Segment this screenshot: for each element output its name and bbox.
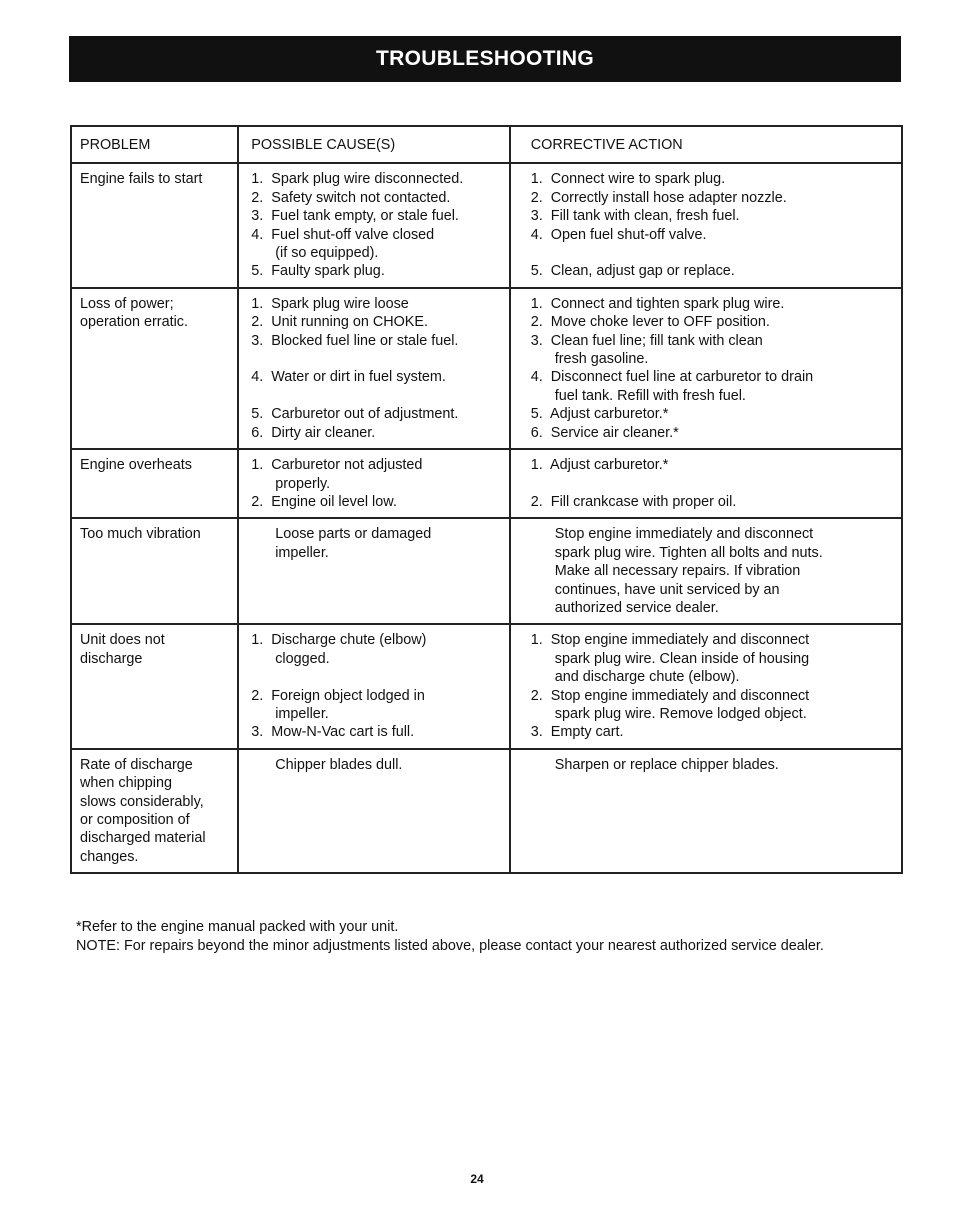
table-row	[71, 624, 902, 748]
service-note: NOTE: For repairs beyond the minor adjustments listed above, please contact your nearest authorized service dealer.	[76, 938, 824, 954]
action-cell: 1. Stop engine immediately and disconnect spark plug wire. Clean inside of housing and discharge chute (elbow). 2. Stop engine immediately and disconnect spark plug wire. Remove lodged object. 3. Empty cart.	[530, 632, 810, 741]
page-number: 24	[470, 1172, 484, 1186]
problem-cell: Engine overheats	[80, 457, 193, 474]
action-cell: 1. Connect and tighten spark plug wire. 2. Move choke lever to OFF position. 3. Clean fuel line; fill tank with clean fresh gasoline. 4. Disconnect fuel line at carburetor to drain fuel tank. Refill with fresh fuel. 5. Adjust carburetor.* 6. Service air cleaner.*	[530, 295, 814, 441]
cause-cell: Loose parts or damaged impeller.	[275, 526, 432, 561]
footnote: *Refer to the engine manual packed with your unit.	[76, 919, 399, 935]
table-row	[71, 518, 902, 624]
action-cell: Stop engine immediately and disconnect spark plug wire. Tighten all bolts and nuts. Make all necessary repairs. If vibration continues, have unit serviced by an authorized service dealer.	[554, 526, 823, 616]
cause-cell: Chipper blades dull.	[251, 756, 403, 773]
header-problem: PROBLEM	[71, 126, 238, 163]
problem-cell: Unit does not discharge	[80, 632, 165, 667]
header-cause: POSSIBLE CAUSE(S)	[238, 126, 510, 163]
cause-cell: 1. Carburetor not adjusted properly. 2. Engine oil level low.	[251, 457, 423, 510]
problem-cell: Too much vibration	[80, 526, 201, 543]
cause-cell: 1. Discharge chute (elbow) clogged. 2. Foreign object lodged in impeller. 3. Mow-N-Vac cart is full.	[251, 632, 427, 741]
table-row	[71, 288, 902, 449]
problem-cell: Loss of power; operation erratic.	[80, 295, 188, 331]
action-cell: Sharpen or replace chipper blades.	[530, 756, 779, 773]
table-header-row	[71, 126, 902, 163]
table-row	[71, 749, 902, 873]
table-row	[71, 163, 902, 287]
table-row	[71, 449, 902, 518]
cause-cell: 1. Spark plug wire loose 2. Unit running on CHOKE. 3. Blocked fuel line or stale fuel. 4. Water or dirt in fuel system. 5. Carburetor out of adjustment. 6. Dirty air cleaner.	[251, 295, 459, 441]
header-action: CORRECTIVE ACTION	[510, 126, 902, 163]
problem-cell: Rate of discharge when chipping slows considerably, or composition of discharged material changes.	[80, 756, 206, 865]
action-cell: 1. Connect wire to spark plug. 2. Correctly install hose adapter nozzle. 3. Fill tank with clean, fresh fuel. 4. Open fuel shut-off valve. 5. Clean, adjust gap or replace.	[530, 171, 787, 280]
troubleshooting-table	[70, 125, 903, 874]
footnotes	[76, 918, 886, 956]
cause-cell: 1. Spark plug wire disconnected. 2. Safety switch not contacted. 3. Fuel tank empty, or stale fuel. 4. Fuel shut-off valve closed (if so equipped). 5. Faulty spark plug.	[251, 171, 464, 280]
problem-cell: Engine fails to start	[80, 171, 203, 188]
page-title: TROUBLESHOOTING	[69, 36, 901, 82]
action-cell: 1. Adjust carburetor.* 2. Fill crankcase with proper oil.	[530, 457, 737, 510]
